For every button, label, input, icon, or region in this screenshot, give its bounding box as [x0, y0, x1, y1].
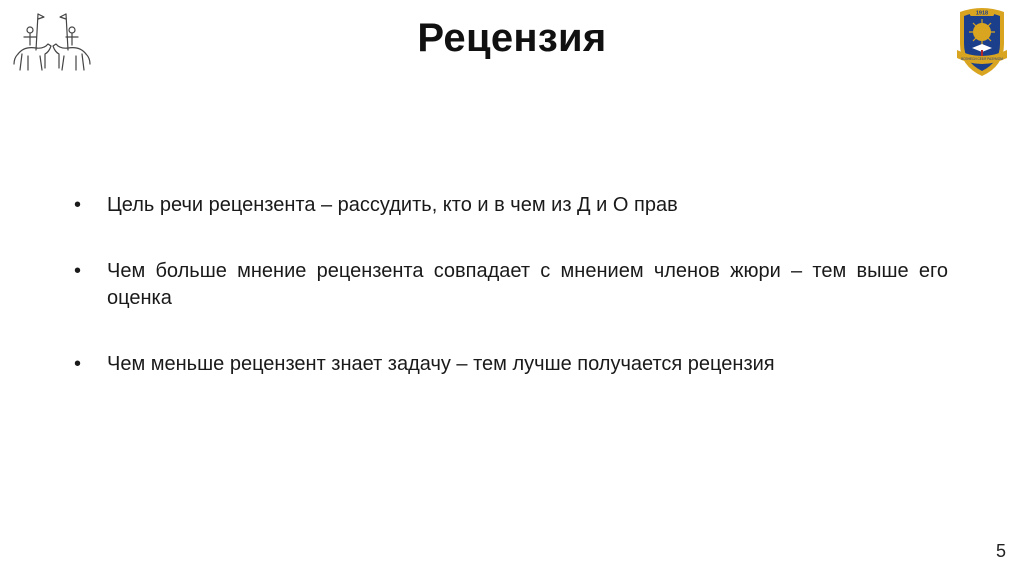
bullet-item [74, 192, 948, 219]
bullet-item [74, 258, 948, 312]
crest-ribbon-text: ВОЗНЕСИ СЕБЯ РАЗУМОМ [961, 57, 1003, 61]
bullet-text: Чем меньше рецензент знает задачу – тем лучше получается рецензия [107, 353, 775, 375]
bullet-list [74, 192, 948, 378]
slide-title: Рецензия [417, 16, 607, 60]
page-number: 5 [995, 541, 1006, 561]
bullet-text: Цель речи рецензента – рассудить, кто и в чем из Д и О прав [107, 194, 678, 216]
crest-year: 1918 [975, 10, 989, 17]
bullet-glyph: • [74, 353, 82, 375]
bullet-text: Чем больше мнение рецензента совпадает с мнением членов жюри – тем выше его оценка [107, 260, 948, 309]
bullet-item [74, 351, 948, 378]
bullet-glyph: • [74, 194, 82, 216]
bullet-glyph: • [74, 260, 82, 282]
